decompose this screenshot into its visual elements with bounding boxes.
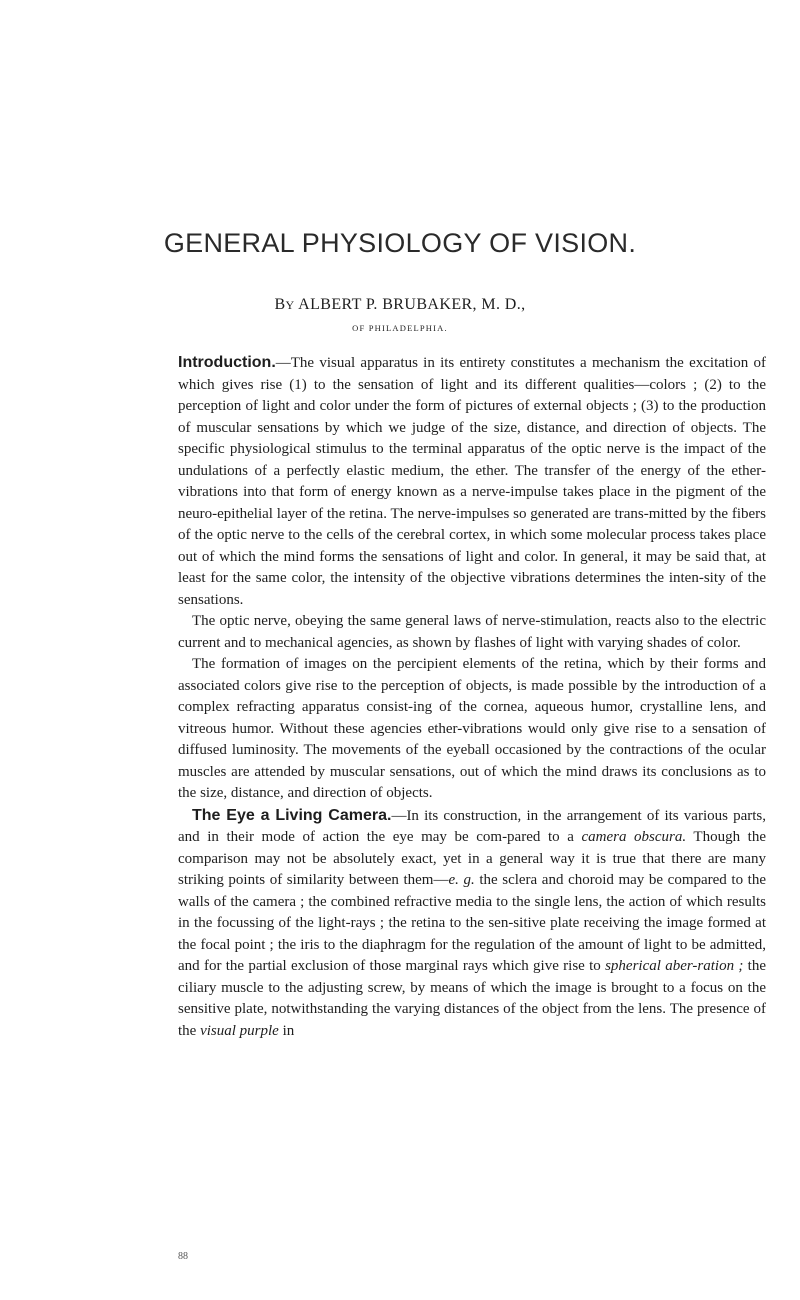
chapter-title: GENERAL PHYSIOLOGY OF VISION.	[163, 228, 637, 258]
intro-paragraph-1	[178, 352, 766, 611]
camera-text-c: the sclera and choroid may be compared to the walls of the camera ; the combined refractive media to the single lens, the action of which results in the focussing of the light-rays ; the retina to the sen-sitive plate receiving the image formed at the focal point ; the iris to the diaphragm for the regulation of the amount of light to be admitted, and for the partial exclusion of those marginal rays which give rise to	[178, 872, 766, 974]
intro-paragraph-3: The formation of images on the percipient elements of the retina, which by their forms and associated colors give rise to the perception of objects, is made possible by the introduction of a complex refracting apparatus consist-ing of the cornea, aqueous humor, crystalline lens, and vitreous humor. Without these agencies ether-vibrations would only give rise to a sensation of diffused luminosity. The movements of the eyeball occasioned by the contractions of the ocular muscles are attended by muscular sensations, out of which the mind draws its conclusions as to the size, distance, and direction of objects.	[178, 656, 766, 801]
camera-text-a: —In its construction, in the arrangement of its various parts, and in their mode of action the eye may be com-pared to a	[178, 807, 766, 845]
author-affiliation: OF PHILADELPHIA.	[352, 323, 448, 333]
page-number: 88	[178, 1251, 188, 1262]
section-heading-introduction: Introduction.	[178, 354, 276, 371]
byline-prefix-rest: Y	[285, 298, 295, 312]
body-text	[178, 352, 766, 1042]
camera-term-camera-obscura: camera obscura.	[581, 829, 687, 845]
camera-text-e: in	[278, 1022, 295, 1039]
camera-paragraph	[178, 805, 766, 1043]
camera-text-d: the ciliary muscle to the adjusting screw, by means of which the image is brought to a focus on the sensitive plate, notwithstanding the varying distances of the object from the lens. The presence of the	[178, 958, 766, 1039]
section-heading-camera: The Eye a Living Camera.	[192, 806, 392, 824]
author-name: ALBERT P. BRUBAKER, M. D.,	[298, 296, 526, 313]
intro-paragraph-2: The optic nerve, obeying the same general laws of nerve-stimulation, reacts also to the electric current and to mechanical agencies, as shown by flashes of light with varying shades of color.	[178, 613, 766, 651]
camera-term-visual-purple: visual purple	[200, 1022, 279, 1039]
byline-prefix-initial: B	[274, 296, 286, 313]
camera-term-spherical-aberration: spherical aber-ration ;	[605, 958, 744, 974]
camera-text-b: Though the comparison may not be absolutely exact, yet in a general way it is true that there are many striking points of similarity between them—	[178, 829, 766, 888]
camera-term-eg: e. g.	[448, 872, 475, 888]
intro-paragraph-1-text: —The visual apparatus in its entirety constitutes a mechanism the excitation of which gives rise (1) to the sensation of light and its different qualities—colors ; (2) to the perception of light and color under the form of pictures of external objects ; (3) to the production of muscular sensations by which we judge of the size, distance, and direction of objects. The specific physiological stimulus to the terminal apparatus of the optic nerve is the impact of the undulations of a perfectly elastic medium, the ether. The transfer of the energy of the ether-vibrations into that form of energy known as a nerve-impulse takes place in the pigment of the neuro-epithelial layer of the retina. The nerve-impulses so generated are trans-mitted by the fibers of the optic nerve to the cells of the cerebral cortex, in which some molecular process takes place out of which the mind forms the sensations of light and color. In general, it may be said that, at least for the same color, the intensity of the objective vibrations determines the inten-sity of the sensations.	[178, 355, 766, 608]
author-byline	[0, 296, 800, 314]
